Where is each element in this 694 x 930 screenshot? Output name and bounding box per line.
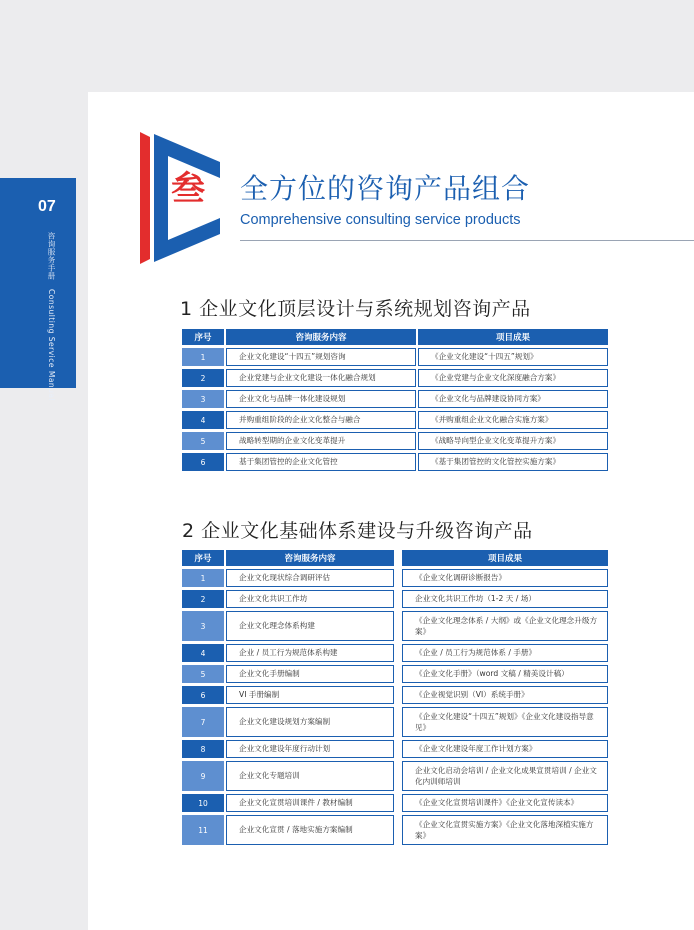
row-content: 企业 / 员工行为规范体系构建	[226, 644, 394, 662]
row-content: 企业党建与企业文化建设一体化融合规划	[226, 369, 416, 387]
table-row	[182, 590, 608, 608]
side-tab	[0, 178, 76, 401]
row-number: 1	[182, 569, 224, 587]
page-title: 全方位的咨询产品组合	[240, 172, 531, 205]
header-no: 序号	[182, 550, 224, 566]
row-content: 企业文化共识工作坊	[226, 590, 394, 608]
header-no: 序号	[182, 329, 224, 345]
page-subtitle: Comprehensive consulting service products	[240, 212, 521, 228]
table-row	[182, 453, 608, 471]
table-header-row	[182, 550, 608, 566]
row-number: 5	[182, 665, 224, 683]
row-result: 《企业视觉识别（VI）系统手册》	[402, 686, 608, 704]
row-content: 企业文化手册编制	[226, 665, 394, 683]
row-content: 基于集团管控的企业文化管控	[226, 453, 416, 471]
table-header-row	[182, 329, 608, 345]
row-content: 企业文化理念体系构建	[226, 611, 394, 641]
title-divider	[240, 240, 694, 241]
row-number: 4	[182, 411, 224, 429]
row-result: 企业文化启动会培训 / 企业文化成果宣贯培训 / 企业文化内训师培训	[402, 761, 608, 791]
row-content: 企业文化现状综合调研评估	[226, 569, 394, 587]
row-number: 5	[182, 432, 224, 450]
row-content: 企业文化与品牌一体化建设规划	[226, 390, 416, 408]
row-number: 2	[182, 369, 224, 387]
table-row	[182, 369, 608, 387]
row-result: 《企业文化调研诊断报告》	[402, 569, 608, 587]
row-content: 战略转型期的企业文化变革提升	[226, 432, 416, 450]
section1-table	[182, 326, 608, 474]
row-number: 10	[182, 794, 224, 812]
row-number: 11	[182, 815, 224, 845]
header-content: 咨询服务内容	[226, 329, 416, 345]
table-row	[182, 815, 608, 845]
table-row	[182, 686, 608, 704]
row-result: 《企业文化理念体系 / 大纲》或《企业文化理念升级方案》	[402, 611, 608, 641]
row-result: 《企业文化宣贯实施方案》《企业文化落地深植实施方案》	[402, 815, 608, 845]
table-row	[182, 761, 608, 791]
header-content: 咨询服务内容	[226, 550, 394, 566]
table-row	[182, 348, 608, 366]
table-row	[182, 644, 608, 662]
side-tab-label	[46, 232, 57, 407]
table-row	[182, 432, 608, 450]
table-row	[182, 569, 608, 587]
row-number: 6	[182, 453, 224, 471]
row-result: 《企业文化建设年度工作计划方案》	[402, 740, 608, 758]
row-number: 9	[182, 761, 224, 791]
table-row	[182, 611, 608, 641]
row-content: VI 手册编制	[226, 686, 394, 704]
section1-title: 1 企业文化顶层设计与系统规划咨询产品	[180, 298, 531, 320]
row-content: 并购重组阶段的企业文化整合与融合	[226, 411, 416, 429]
row-result: 《并购重组企业文化融合实施方案》	[418, 411, 608, 429]
row-result: 《企业 / 员工行为规范体系 / 手册》	[402, 644, 608, 662]
row-content: 企业文化建设规划方案编制	[226, 707, 394, 737]
row-number: 3	[182, 390, 224, 408]
row-content: 企业文化建设年度行动计划	[226, 740, 394, 758]
section2-table	[182, 547, 608, 848]
side-tab-label-cn: 咨询服务手册	[47, 232, 56, 280]
row-result: 《战略导向型企业文化变革提升方案》	[418, 432, 608, 450]
row-number: 3	[182, 611, 224, 641]
table-row	[182, 390, 608, 408]
row-content: 企业文化宣贯 / 落地实施方案编制	[226, 815, 394, 845]
row-number: 1	[182, 348, 224, 366]
row-result: 《企业文化建设“十四五”规划》《企业文化建设指导意见》	[402, 707, 608, 737]
row-content: 企业文化专题培训	[226, 761, 394, 791]
row-content: 企业文化宣贯培训课件 / 教材编制	[226, 794, 394, 812]
row-number: 8	[182, 740, 224, 758]
table-row	[182, 740, 608, 758]
row-number: 4	[182, 644, 224, 662]
page-number: 07	[38, 198, 56, 215]
row-number: 2	[182, 590, 224, 608]
logo-character: 叁	[171, 169, 205, 209]
row-result: 企业文化共识工作坊（1-2 天 / 场）	[402, 590, 608, 608]
table-row	[182, 794, 608, 812]
row-number: 6	[182, 686, 224, 704]
row-result: 《企业文化建设“十四五”规划》	[418, 348, 608, 366]
table-row	[182, 665, 608, 683]
row-result: 《基于集团管控的文化管控实施方案》	[418, 453, 608, 471]
header-result: 项目成果	[418, 329, 608, 345]
table-row	[182, 707, 608, 737]
side-tab-label-en: Consulting Service Manual	[47, 288, 56, 401]
table-row	[182, 411, 608, 429]
row-result: 《企业文化与品牌建设协同方案》	[418, 390, 608, 408]
row-content: 企业文化建设“十四五”规划咨询	[226, 348, 416, 366]
header-result: 项目成果	[402, 550, 608, 566]
row-result: 《企业文化手册》（word 文稿 / 精美设计稿）	[402, 665, 608, 683]
row-result: 《企业文化宣贯培训课件》《企业文化宣传读本》	[402, 794, 608, 812]
row-number: 7	[182, 707, 224, 737]
row-result: 《企业党建与企业文化深度融合方案》	[418, 369, 608, 387]
section2-title: 2 企业文化基础体系建设与升级咨询产品	[182, 520, 533, 542]
